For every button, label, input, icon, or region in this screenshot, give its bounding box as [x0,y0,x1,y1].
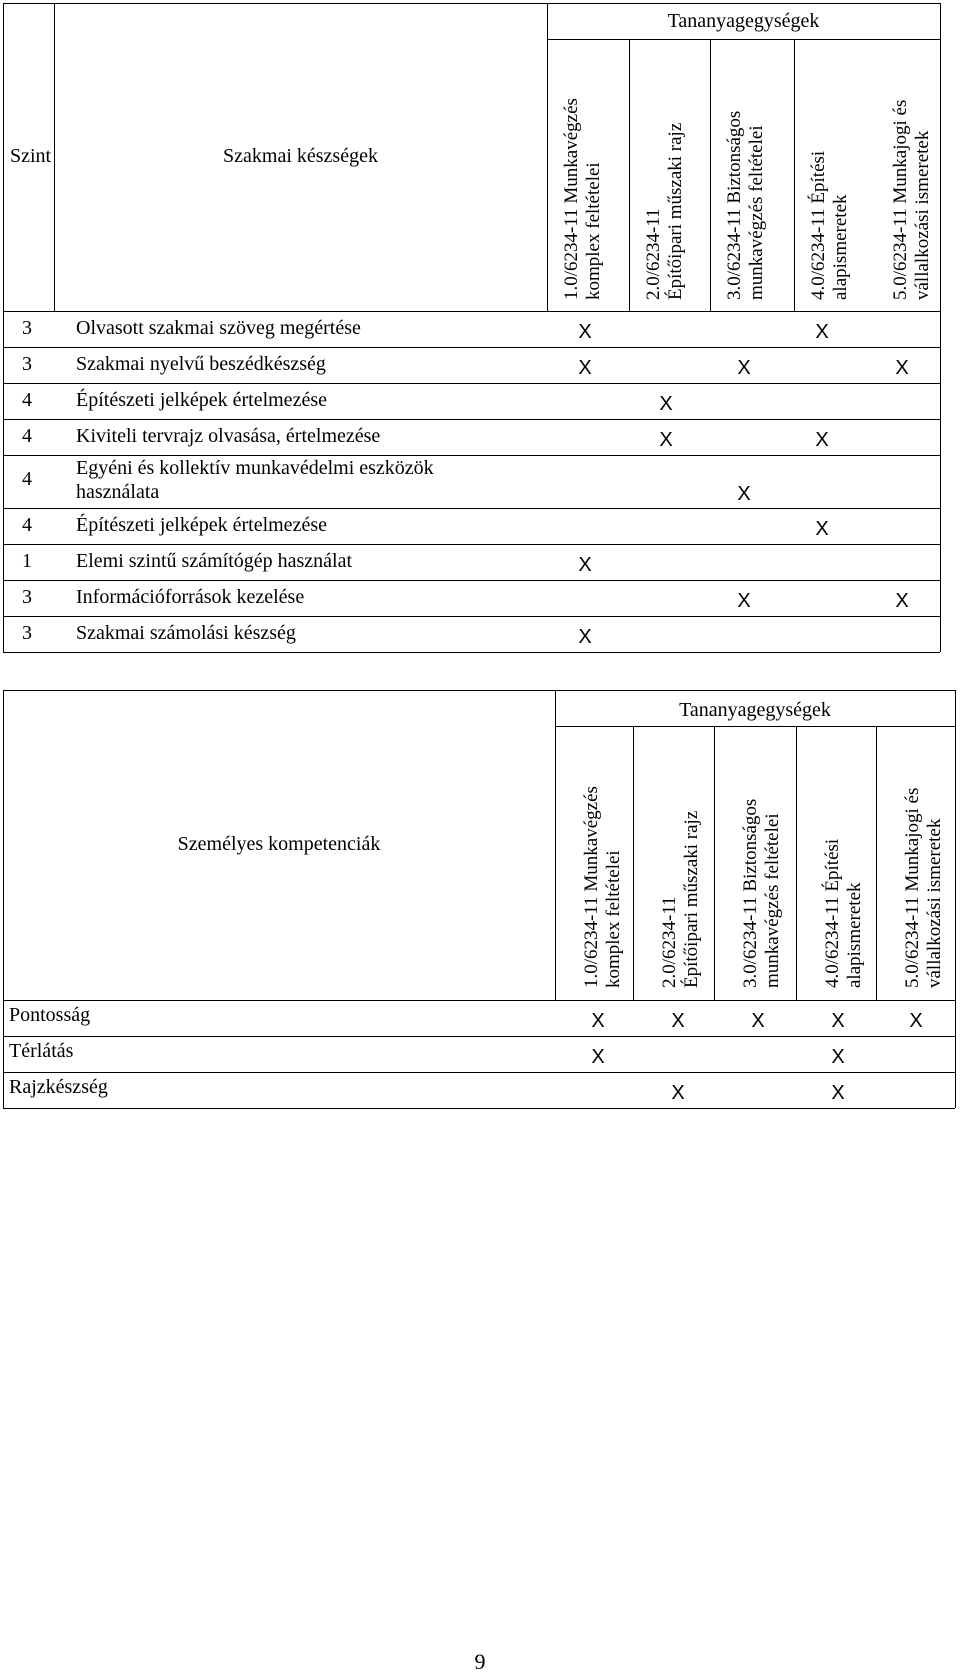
mark-x: X [578,321,592,343]
grid-line [3,616,940,617]
mark-x: X [831,1046,845,1068]
skill-label: Kiviteli tervrajz olvasása, értelmezése [76,425,381,447]
mark-x: X [659,393,673,415]
skill-level: 4 [22,468,32,490]
grid-line [555,690,556,1000]
skill-label: Elemi szintű számítógép használat [76,550,353,572]
competencies-header: Személyes kompetenciák [177,833,381,855]
unit-header-5-line: 5.0/6234-11 Munkajogi és [890,99,911,300]
grid-line [3,3,4,652]
unit-header-3 [740,799,784,988]
unit-header-3-line: 3.0/6234-11 Biztonságos [724,110,745,300]
mark-x: X [895,590,909,612]
unit-header-5-line: vállalkozási ismeretek [924,818,945,988]
grid-line [955,690,956,1108]
grid-line [3,690,955,691]
grid-line [3,383,940,384]
unit-header-1-line: 1.0/6234-11 Munkavégzés [581,786,602,988]
mark-x: X [578,554,592,576]
skill-label: Információforrások kezelése [76,586,305,608]
unit-header-2 [643,123,687,300]
grid-line [3,347,940,348]
unit-header-3-line: 3.0/6234-11 Biztonságos [740,798,761,988]
unit-header-4-line: 4.0/6234-11 Építési [822,838,843,988]
unit-header-4-line: alapismeretek [830,194,851,300]
grid-line [3,3,940,4]
grid-line [3,1036,955,1037]
competency-label: Pontosság [9,1004,91,1026]
mark-x: X [831,1010,845,1032]
grid-line [547,39,940,40]
group-header: Tananyagegységek [667,10,820,32]
group-header: Tananyagegységek [679,699,831,721]
skill-level: 3 [22,586,32,608]
mark-x: X [909,1010,923,1032]
grid-line [940,3,941,652]
mark-x: X [671,1010,685,1032]
skill-label: Építészeti jelképek értelmezése [76,389,327,411]
unit-header-3-line: munkavégzés feltételei [746,125,767,300]
mark-x: X [578,357,592,379]
mark-x: X [737,357,751,379]
unit-header-1-line: komplex feltételei [583,162,604,300]
grid-line [794,39,795,311]
unit-header-1-line: komplex feltételei [603,850,624,988]
skill-label: Építészeti jelképek értelmezése [76,514,327,536]
unit-header-4-line: alapismeretek [844,882,865,988]
unit-header-4-line: 4.0/6234-11 Építési [808,150,829,300]
level-header: Szint [10,145,52,167]
mark-x: X [751,1010,765,1032]
mark-x: X [591,1010,605,1032]
grid-line [3,1072,955,1073]
grid-line [555,726,955,727]
unit-header-1 [581,786,625,988]
skill-label: Szakmai nyelvű beszédkészség [76,353,326,375]
skills-header: Szakmai készségek [223,145,378,167]
grid-line [3,580,940,581]
unit-header-2-line: Építőipari műszaki rajz [681,810,702,988]
competency-label: Rajzkészség [9,1076,108,1098]
unit-header-3 [724,111,768,300]
skill-level: 3 [22,622,32,644]
mark-x: X [895,357,909,379]
skill-level: 4 [22,425,32,447]
grid-line [3,690,4,1108]
unit-header-2-line: 2.0/6234-11 [643,208,664,300]
competency-label: Térlátás [9,1040,74,1062]
skill-level: 1 [22,550,32,572]
mark-x: X [831,1082,845,1104]
mark-x: X [815,518,829,540]
skill-label: Szakmai számolási készség [76,622,296,644]
grid-line [547,39,548,311]
skill-level: 3 [22,317,32,339]
skill-level: 4 [22,389,32,411]
unit-header-2-line: 2.0/6234-11 [659,896,680,988]
grid-line [3,1108,955,1109]
grid-line [3,508,940,509]
unit-header-3-line: munkavégzés feltételei [762,813,783,988]
grid-line [629,39,630,311]
grid-line [876,726,877,1000]
grid-line [3,311,940,312]
unit-header-2-line: Építőipari műszaki rajz [665,122,686,300]
mark-x: X [671,1082,685,1104]
skill-level: 3 [22,353,32,375]
mark-x: X [659,429,673,451]
mark-x: X [737,483,751,505]
mark-x: X [815,429,829,451]
unit-header-2 [659,811,703,988]
grid-line [714,726,715,1000]
page-number: 9 [474,1649,486,1674]
mark-x: X [815,321,829,343]
unit-header-5 [890,100,934,300]
mark-x: X [737,590,751,612]
grid-line [633,726,634,1000]
grid-line [710,39,711,311]
unit-header-1-line: 1.0/6234-11 Munkavégzés [561,98,582,300]
grid-line [796,726,797,1000]
unit-header-1 [561,98,605,300]
grid-line [3,419,940,420]
mark-x: X [578,626,592,648]
skill-level: 4 [22,514,32,536]
unit-header-5 [902,788,946,988]
unit-header-5-line: vállalkozási ismeretek [912,130,933,300]
skill-label: Egyéni és kollektív munkavédelmi eszközök használata [76,457,434,503]
grid-line [3,544,940,545]
unit-header-5-line: 5.0/6234-11 Munkajogi és [902,787,923,988]
grid-line [3,652,940,653]
unit-header-4 [808,151,852,300]
grid-line [3,1000,955,1001]
unit-header-4 [822,839,866,988]
mark-x: X [591,1046,605,1068]
skill-label: Olvasott szakmai szöveg megértése [76,317,361,339]
